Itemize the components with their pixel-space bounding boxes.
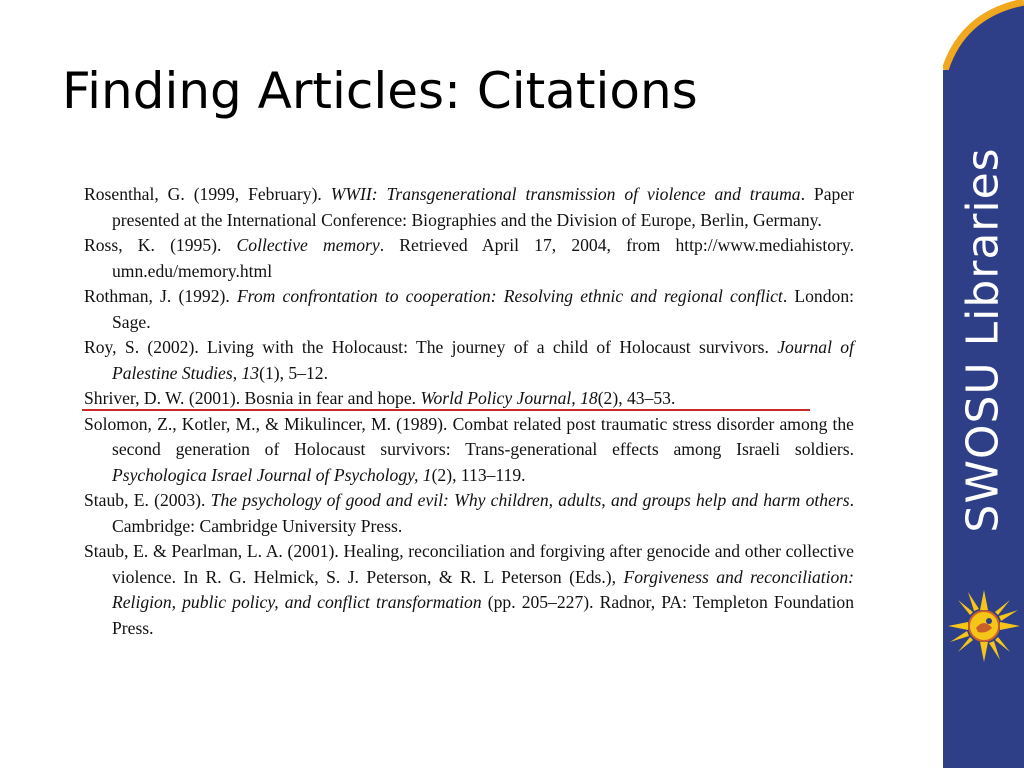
sidebar-arc-shape <box>943 0 1024 70</box>
citation-italic: Journal of Palestine Studies, 13 <box>112 337 854 383</box>
citation-text: (2), 43–53. <box>597 388 676 408</box>
citation-text: Ross, K. (1995). <box>84 235 237 255</box>
citation-text: Roy, S. (2002). Living with the Holocaust: The journey of a child of Holocaust survivors. <box>84 337 778 357</box>
citation-roy <box>84 335 854 386</box>
citation-text: . Retrieved April 17, 2004, from http://www.mediahistory. umn.edu/memory.html <box>112 235 854 281</box>
citation-text: Staub, E. & Pearlman, L. A. (2001). Healing, reconciliation and forgiving after genocide and other collective violence. In R. G. Helmick, S. J. Peterson, & R. L Peterson (Eds.), <box>84 541 854 587</box>
highlight-underline <box>82 409 810 411</box>
citation-italic: From confrontation to cooperation: Resolving ethnic and regional conflict <box>236 286 783 306</box>
citation-text: . London: Sage. <box>112 286 855 332</box>
citation-solomon <box>84 412 854 489</box>
citation-rosenthal <box>84 182 854 233</box>
citation-list <box>84 182 854 641</box>
citation-text: . Paper presented at the International Conference: Biographies and the Division of Europe, Berlin, Germany. <box>112 184 854 230</box>
citation-rothman <box>84 284 854 335</box>
citation-italic: Forgiveness and reconciliation: Religion, public policy, and conflict transformation <box>112 566 854 612</box>
sidebar-brand: SWOSU Libraries <box>957 147 1009 533</box>
sidebar-arc <box>943 0 1024 70</box>
citation-italic: Psychologica Israel Journal of Psychology, 1 <box>112 464 432 485</box>
citation-text: Rothman, J. (1992). <box>84 286 237 306</box>
citation-staub-2003 <box>84 488 854 539</box>
sun-icon <box>946 588 1022 664</box>
citation-text: Shriver, D. W. (2001). Bosnia in fear and hope. <box>84 388 421 408</box>
slide-title: Finding Articles: Citations <box>62 62 698 120</box>
citation-text: Solomon, Z., Kotler, M., & Mikulincer, M. (1989). Combat related post traumatic stress disorder among the second generation of Holocaust survivors: Trans-generational effects among Israeli soldiers. <box>84 413 854 459</box>
citation-text: (pp. 205–227). Radnor, PA: Templeton Foundation Press. <box>112 592 854 638</box>
citation-ross <box>84 233 854 284</box>
citation-italic: Collective memory <box>236 235 380 255</box>
citation-italic: WWII: Transgenerational transmission of violence and trauma <box>330 184 801 204</box>
citation-shriver <box>84 386 854 412</box>
citation-text: Rosenthal, G. (1999, February). <box>84 184 331 204</box>
citation-text: . Cambridge: Cambridge University Press. <box>112 490 854 536</box>
citation-text: Staub, E. (2003). <box>84 490 211 510</box>
citation-staub-pearlman <box>84 539 854 641</box>
citation-italic: The psychology of good and evil: Why children, adults, and groups help and harm others <box>210 490 850 510</box>
citation-text: (1), 5–12. <box>259 362 328 383</box>
citation-text: (2), 113–119. <box>431 464 526 485</box>
citation-italic: World Policy Journal, 18 <box>420 388 598 408</box>
